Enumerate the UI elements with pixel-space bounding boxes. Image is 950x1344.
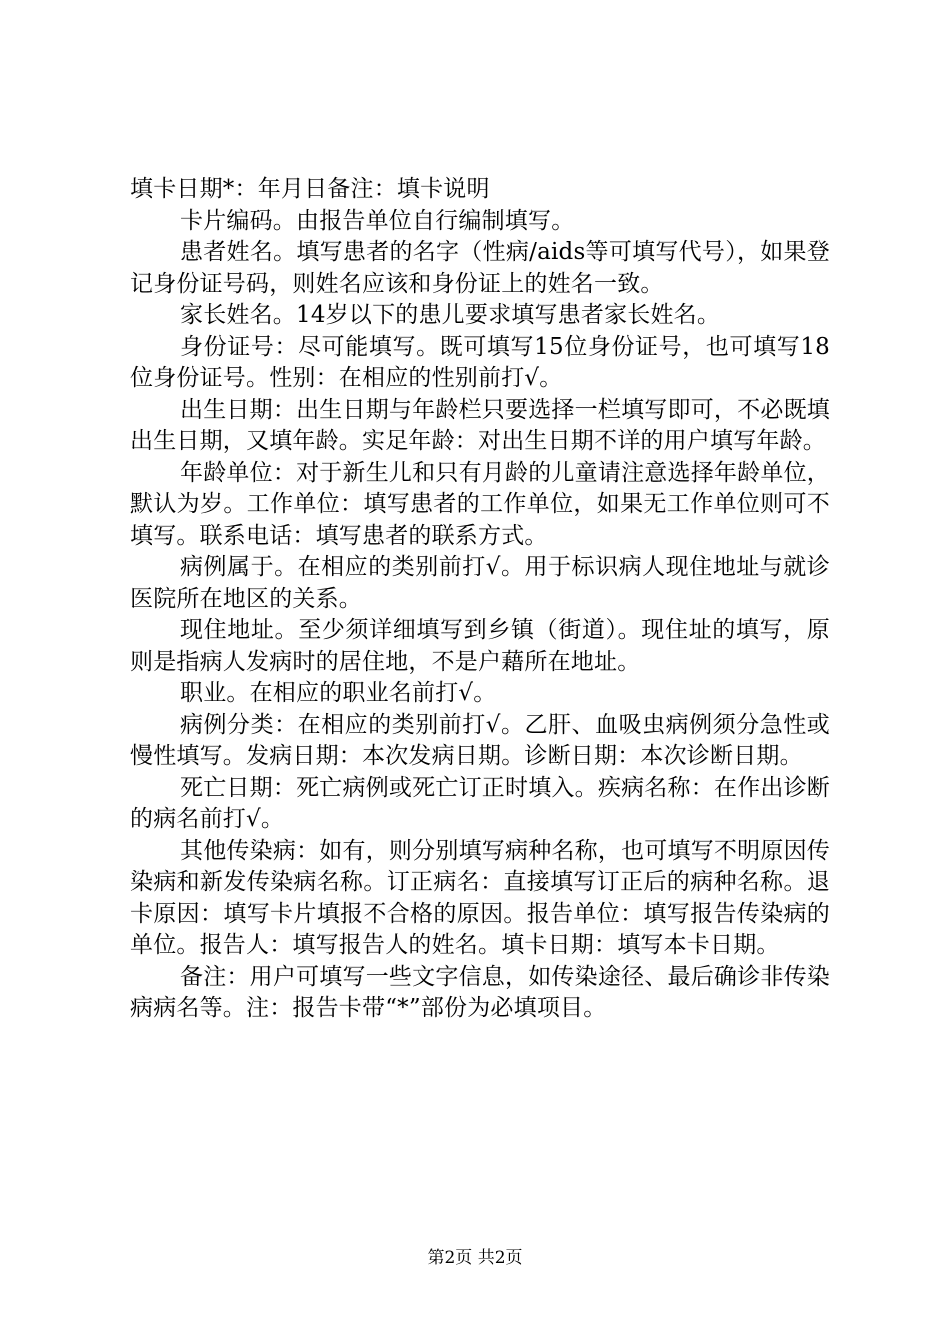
paragraph-remarks: 备注：用户可填写一些文字信息，如传染途径、最后确诊非传染病病名等。注：报告卡带“*”部份为必填项目。: [130, 963, 830, 1021]
paragraph-death-date: 死亡日期：死亡病例或死亡订正时填入。疾病名称：在作出诊断的病名前打√。: [130, 774, 830, 832]
paragraph-occupation: 职业。在相应的职业名前打√。: [180, 680, 497, 706]
paragraph-birth-date: 出生日期：出生日期与年龄栏只要选择一栏填写即可，不必既填出生日期，又填年龄。实足年龄：对出生日期不详的用户填写年龄。: [130, 396, 830, 454]
paragraph-id-number: 身份证号：尽可能填写。既可填写15位身份证号，也可填写18位身份证号。性别：在相应的性别前打√。: [130, 333, 830, 391]
paragraph-age-unit: 年龄单位：对于新生儿和只有月龄的儿童请注意选择年龄单位，默认为岁。工作单位：填写患者的工作单位，如果无工作单位则可不填写。联系电话：填写患者的联系方式。: [130, 459, 830, 549]
paragraph-patient-name: 患者姓名。填写患者的名字（性病/aids等可填写代号），如果登记身份证号码，则姓名应该和身份证上的姓名一致。: [130, 239, 830, 297]
paragraph-fill-date: 填卡日期*：年月日备注：填卡说明: [130, 176, 490, 202]
paragraph-other-diseases: 其他传染病：如有，则分别填写病种名称，也可填写不明原因传染病和新发传染病名称。订正病名：直接填写订正后的病种名称。退卡原因：填写卡片填报不合格的原因。报告单位：填写报告传染病的单位。报告人：填写报告人的姓名。填卡日期：填写本卡日期。: [130, 837, 830, 958]
paragraph-parent-name: 家长姓名。14岁以下的患儿要求填写患者家长姓名。: [180, 302, 721, 328]
paragraph-case-belongs: 病例属于。在相应的类别前打√。用于标识病人现住地址与就诊医院所在地区的关系。: [130, 554, 830, 612]
paragraph-case-category: 病例分类：在相应的类别前打√。乙肝、血吸虫病例须分急性或慢性填写。发病日期：本次发病日期。诊断日期：本次诊断日期。: [130, 711, 830, 769]
page-footer: 第2页 共2页: [427, 1248, 523, 1268]
document-body: [130, 174, 830, 1025]
paragraph-current-address: 现住地址。至少须详细填写到乡镇（街道）。现住址的填写，原则是指病人发病时的居住地，不是户藉所在地址。: [130, 617, 830, 675]
paragraph-card-code: 卡片编码。由报告单位自行编制填写。: [180, 207, 575, 234]
